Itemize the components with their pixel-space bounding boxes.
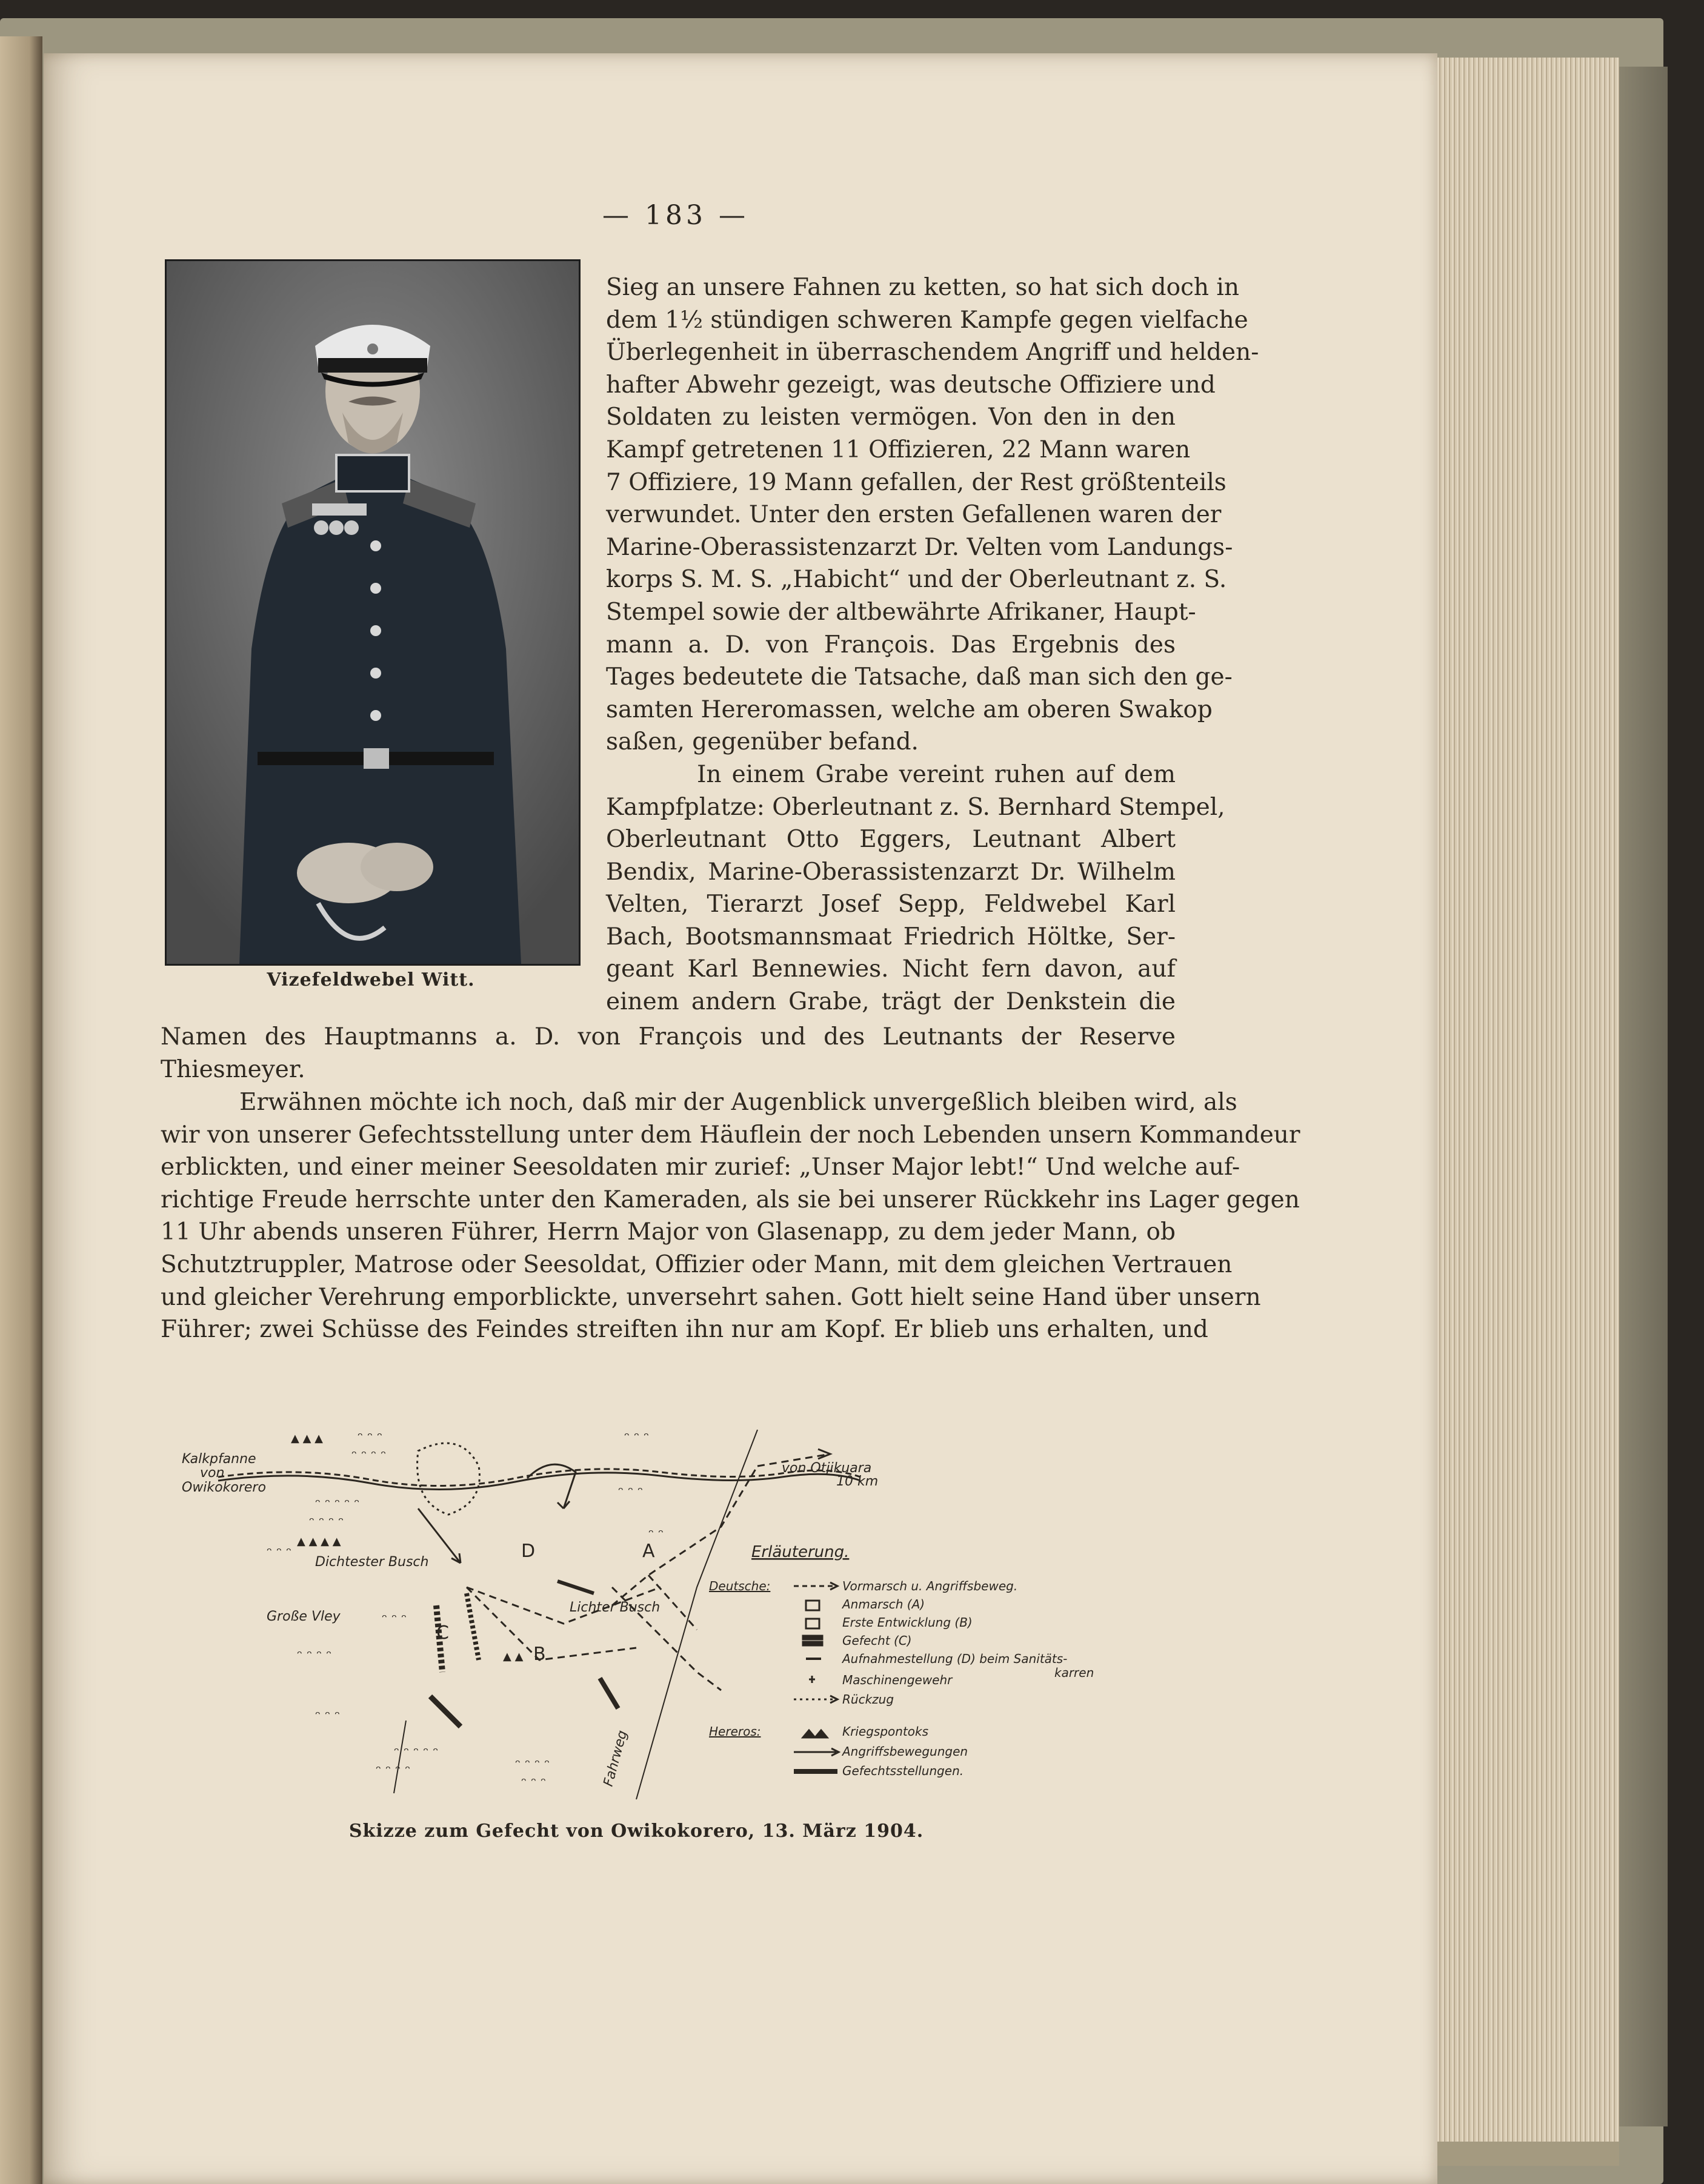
legend-title: Erläuterung. [751,1543,850,1561]
svg-text:ᵔ ᵔ ᵔ ᵔ: ᵔ ᵔ ᵔ ᵔ [297,1648,332,1664]
legend-item: Rückzug [842,1692,894,1707]
svg-text:ᵔ ᵔ ᵔ: ᵔ ᵔ ᵔ [618,1485,644,1500]
legend-item: Vormarsch u. Angriffsbeweg. [842,1579,1018,1593]
text-line: Sieg an unsere Fahnen zu ketten, so hat sich doch in [606,274,1240,301]
map-position-b: B [533,1644,546,1665]
paragraph-1-continued [161,1021,1176,1086]
text-line: korps S. M. S. „Habicht“ und der Oberleutnant z. S. [606,566,1227,594]
text-line: Velten, Tierarzt Josef Sepp, Feldwebel Karl [606,891,1176,918]
portrait-caption: Vizefeldwebel Witt. [267,969,475,991]
text-line: Überlegenheit in überraschendem Angriff und helden- [606,339,1259,367]
paragraph-2 [161,1086,1300,1346]
map-label-distance: 10 km [836,1474,879,1489]
text-line: 7 Offiziere, 19 Mann gefallen, der Rest größtenteils [606,468,1226,496]
svg-text:ᵔ ᵔ ᵔ ᵔ: ᵔ ᵔ ᵔ ᵔ [351,1449,387,1464]
map-caption: Skizze zum Gefecht von Owikokorero, 13. März 1904. [348,1821,924,1842]
text-line: Kampf getretenen 11 Offizieren, 22 Mann waren [606,436,1191,463]
svg-text:ᵔ ᵔ ᵔ ᵔ ᵔ: ᵔ ᵔ ᵔ ᵔ ᵔ [315,1497,360,1512]
legend-item: Gefecht (C) [842,1633,912,1648]
svg-text:▲ ▲ ▲ ▲: ▲ ▲ ▲ ▲ [297,1535,341,1548]
text-line: erblickten, und einer meiner Seesoldaten mir zurief: „Unser Major lebt!“ Und welche auf- [161,1153,1240,1181]
legend-item: Aufnahmestellung (D) beim Sanitäts- [842,1651,1068,1666]
text-line: hafter Abwehr gezeigt, was deutsche Offiziere und [606,371,1216,399]
left-page-edge [0,36,42,2184]
svg-text:ᵔ ᵔ ᵔ: ᵔ ᵔ ᵔ [521,1776,547,1791]
text-line: In einem Grabe vereint ruhen auf dem [697,760,1176,788]
legend-deutsche: Deutsche: [709,1579,771,1593]
svg-text:ᵔ ᵔ ᵔ ᵔ ᵔ: ᵔ ᵔ ᵔ ᵔ ᵔ [394,1745,439,1761]
text-line: Stempel sowie der altbewährte Afrikaner, Haupt- [606,598,1196,626]
page-edges [1437,58,1619,2166]
text-line: Kampfplatze: Oberleutnant z. S. Bernhard Stempel, [606,793,1225,821]
svg-text:ᵔ ᵔ ᵔ ᵔ: ᵔ ᵔ ᵔ ᵔ [515,1757,550,1773]
text-line: 11 Uhr abends unseren Führer, Herrn Major von Glasenapp, zu dem jeder Mann, ob [161,1218,1176,1246]
map-label-von-otjikuara: von Otjikuara [782,1461,872,1476]
map-label-kalkpfanne: Owikokorero [182,1480,266,1495]
text-line: Marine-Oberassistenzarzt Dr. Velten vom Landungs- [606,533,1233,561]
text-line: Erwähnen möchte ich noch, daß mir der Augenblick unvergeßlich bleiben wird, als [239,1089,1237,1116]
map-label-lichter-busch: Lichter Busch [570,1600,661,1615]
text-line: Bach, Bootsmannsmaat Friedrich Höltke, Ser- [606,923,1176,951]
legend-hereros: Hereros: [709,1724,761,1739]
text-line: Namen des Hauptmanns a. D. von François und des Leutnants der Reserve [161,1023,1176,1051]
svg-text:ᵔ ᵔ ᵔ ᵔ: ᵔ ᵔ ᵔ ᵔ [309,1515,344,1530]
text-line: mann a. D. von François. Das Ergebnis des [606,631,1176,659]
map-label-dichtester-busch: Dichtester Busch [315,1555,429,1570]
text-line: geant Karl Bennewies. Nicht fern davon, auf [606,955,1176,983]
svg-text:ᵔ ᵔ ᵔ: ᵔ ᵔ ᵔ [382,1612,407,1627]
text-line: Bendix, Marine-Oberassistenzarzt Dr. Wilhelm [606,858,1176,886]
text-line: wir von unserer Gefechtsstellung unter dem Häuflein der noch Lebenden unsern Kommandeur [161,1121,1300,1149]
map-position-d: D [521,1541,536,1562]
portrait-photo [165,259,581,966]
legend-item: Kriegspontoks [842,1724,929,1739]
map-position-a: A [642,1541,655,1562]
map-label-grosse-vley: Große Vley [267,1609,341,1624]
svg-text:ᵔ ᵔ ᵔ: ᵔ ᵔ ᵔ [267,1545,292,1561]
map-label-kalkpfanne: von [200,1465,225,1481]
text-line: verwundet. Unter den ersten Gefallenen waren der [606,501,1222,529]
text-line: dem 1½ stündigen schweren Kampfe gegen vielfache [606,306,1248,334]
text-line: richtige Freude herrschte unter den Kameraden, als sie bei unserer Rückkehr ins Lager gegen [161,1186,1300,1213]
legend-item: Anmarsch (A) [842,1597,925,1611]
legend-item: karren [1054,1665,1094,1680]
map-label-kalkpfanne: Kalkpfanne [182,1452,256,1467]
text-line: Schutztruppler, Matrose oder Seesoldat, Offizier oder Mann, mit dem gleichen Vertrauen [161,1250,1233,1278]
svg-text:ᵔ ᵔ ᵔ: ᵔ ᵔ ᵔ [358,1430,383,1445]
map-label-fahrweg: Fahrweg [601,1728,631,1788]
text-line: Soldaten zu leisten vermögen. Von den in den [606,403,1176,431]
page-number: — 183 — [602,200,749,231]
text-line: Tages bedeutete die Tatsache, daß man sich den ge- [606,663,1233,691]
map-position-c: C [436,1622,449,1644]
legend-item: Maschinengewehr [842,1673,953,1687]
svg-text:ᵔ ᵔ ᵔ ᵔ: ᵔ ᵔ ᵔ ᵔ [376,1764,411,1779]
text-line: und gleicher Verehrung emporblickte, unversehrt sahen. Gott hielt seine Hand über unsern [161,1283,1261,1311]
text-line: Thiesmeyer. [161,1055,305,1083]
legend-item: Angriffsbewegungen [842,1744,968,1759]
paragraph-1 [606,271,1259,1018]
text-line: saßen, gegenüber befand. [606,728,919,756]
text-line: Führer; zwei Schüsse des Feindes streiften ihn nur am Kopf. Er blieb uns erhalten, und [161,1316,1208,1344]
text-line: Oberleutnant Otto Eggers, Leutnant Albert [606,826,1176,854]
svg-text:▲ ▲ ▲: ▲ ▲ ▲ [291,1432,323,1445]
battle-sketch-map [176,1406,1145,1817]
binding-edge [1619,67,1668,2126]
legend-item: Erste Entwicklung (B) [842,1615,973,1630]
legend-item: Gefechtsstellungen. [842,1764,964,1778]
svg-text:ᵔ ᵔ: ᵔ ᵔ [648,1527,664,1542]
svg-text:ᵔ ᵔ ᵔ: ᵔ ᵔ ᵔ [315,1709,341,1724]
text-line: samten Hereromassen, welche am oberen Swakop [606,695,1213,723]
text-line: einem andern Grabe, trägt der Denkstein die [606,988,1176,1016]
svg-text:▲ ▲: ▲ ▲ [503,1650,524,1663]
svg-text:ᵔ ᵔ ᵔ: ᵔ ᵔ ᵔ [624,1430,650,1445]
